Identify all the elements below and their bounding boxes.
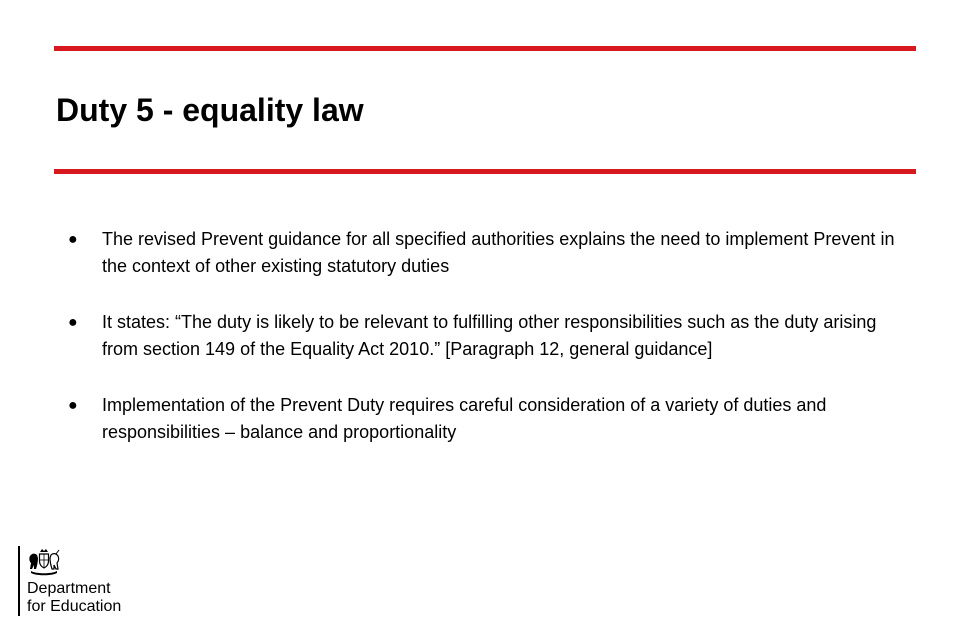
bullet-dot-icon: ● xyxy=(68,397,78,414)
logo-divider-bar xyxy=(18,546,20,616)
bullet-item xyxy=(68,309,908,363)
logo-text xyxy=(27,580,121,616)
bullet-text: Implementation of the Prevent Duty requires careful consideration of a variety of duties and responsibilities – balance and proportionality xyxy=(102,395,827,442)
bullet-item xyxy=(68,226,908,280)
top-red-rule xyxy=(54,46,916,51)
logo-line-department: Department xyxy=(27,580,111,597)
bullet-text: It states: “The duty is likely to be relevant to fulfilling other responsibilities such as the duty arising from section 149 of the Equality Act 2010.” [Paragraph 12, general guidance] xyxy=(102,312,877,359)
bullet-dot-icon: ● xyxy=(68,231,78,248)
department-for-education-logo xyxy=(18,546,148,618)
bottom-red-rule xyxy=(54,169,916,174)
bullet-dot-icon: ● xyxy=(68,314,78,331)
royal-coat-of-arms-icon xyxy=(27,548,61,576)
bullet-text: The revised Prevent guidance for all specified authorities explains the need to implement Prevent in the context of other existing statutory duties xyxy=(102,229,895,276)
bullet-item xyxy=(68,392,908,446)
bullet-list xyxy=(68,226,908,475)
logo-line-for-education: for Education xyxy=(27,598,122,615)
slide-title: Duty 5 - equality law xyxy=(56,92,364,128)
